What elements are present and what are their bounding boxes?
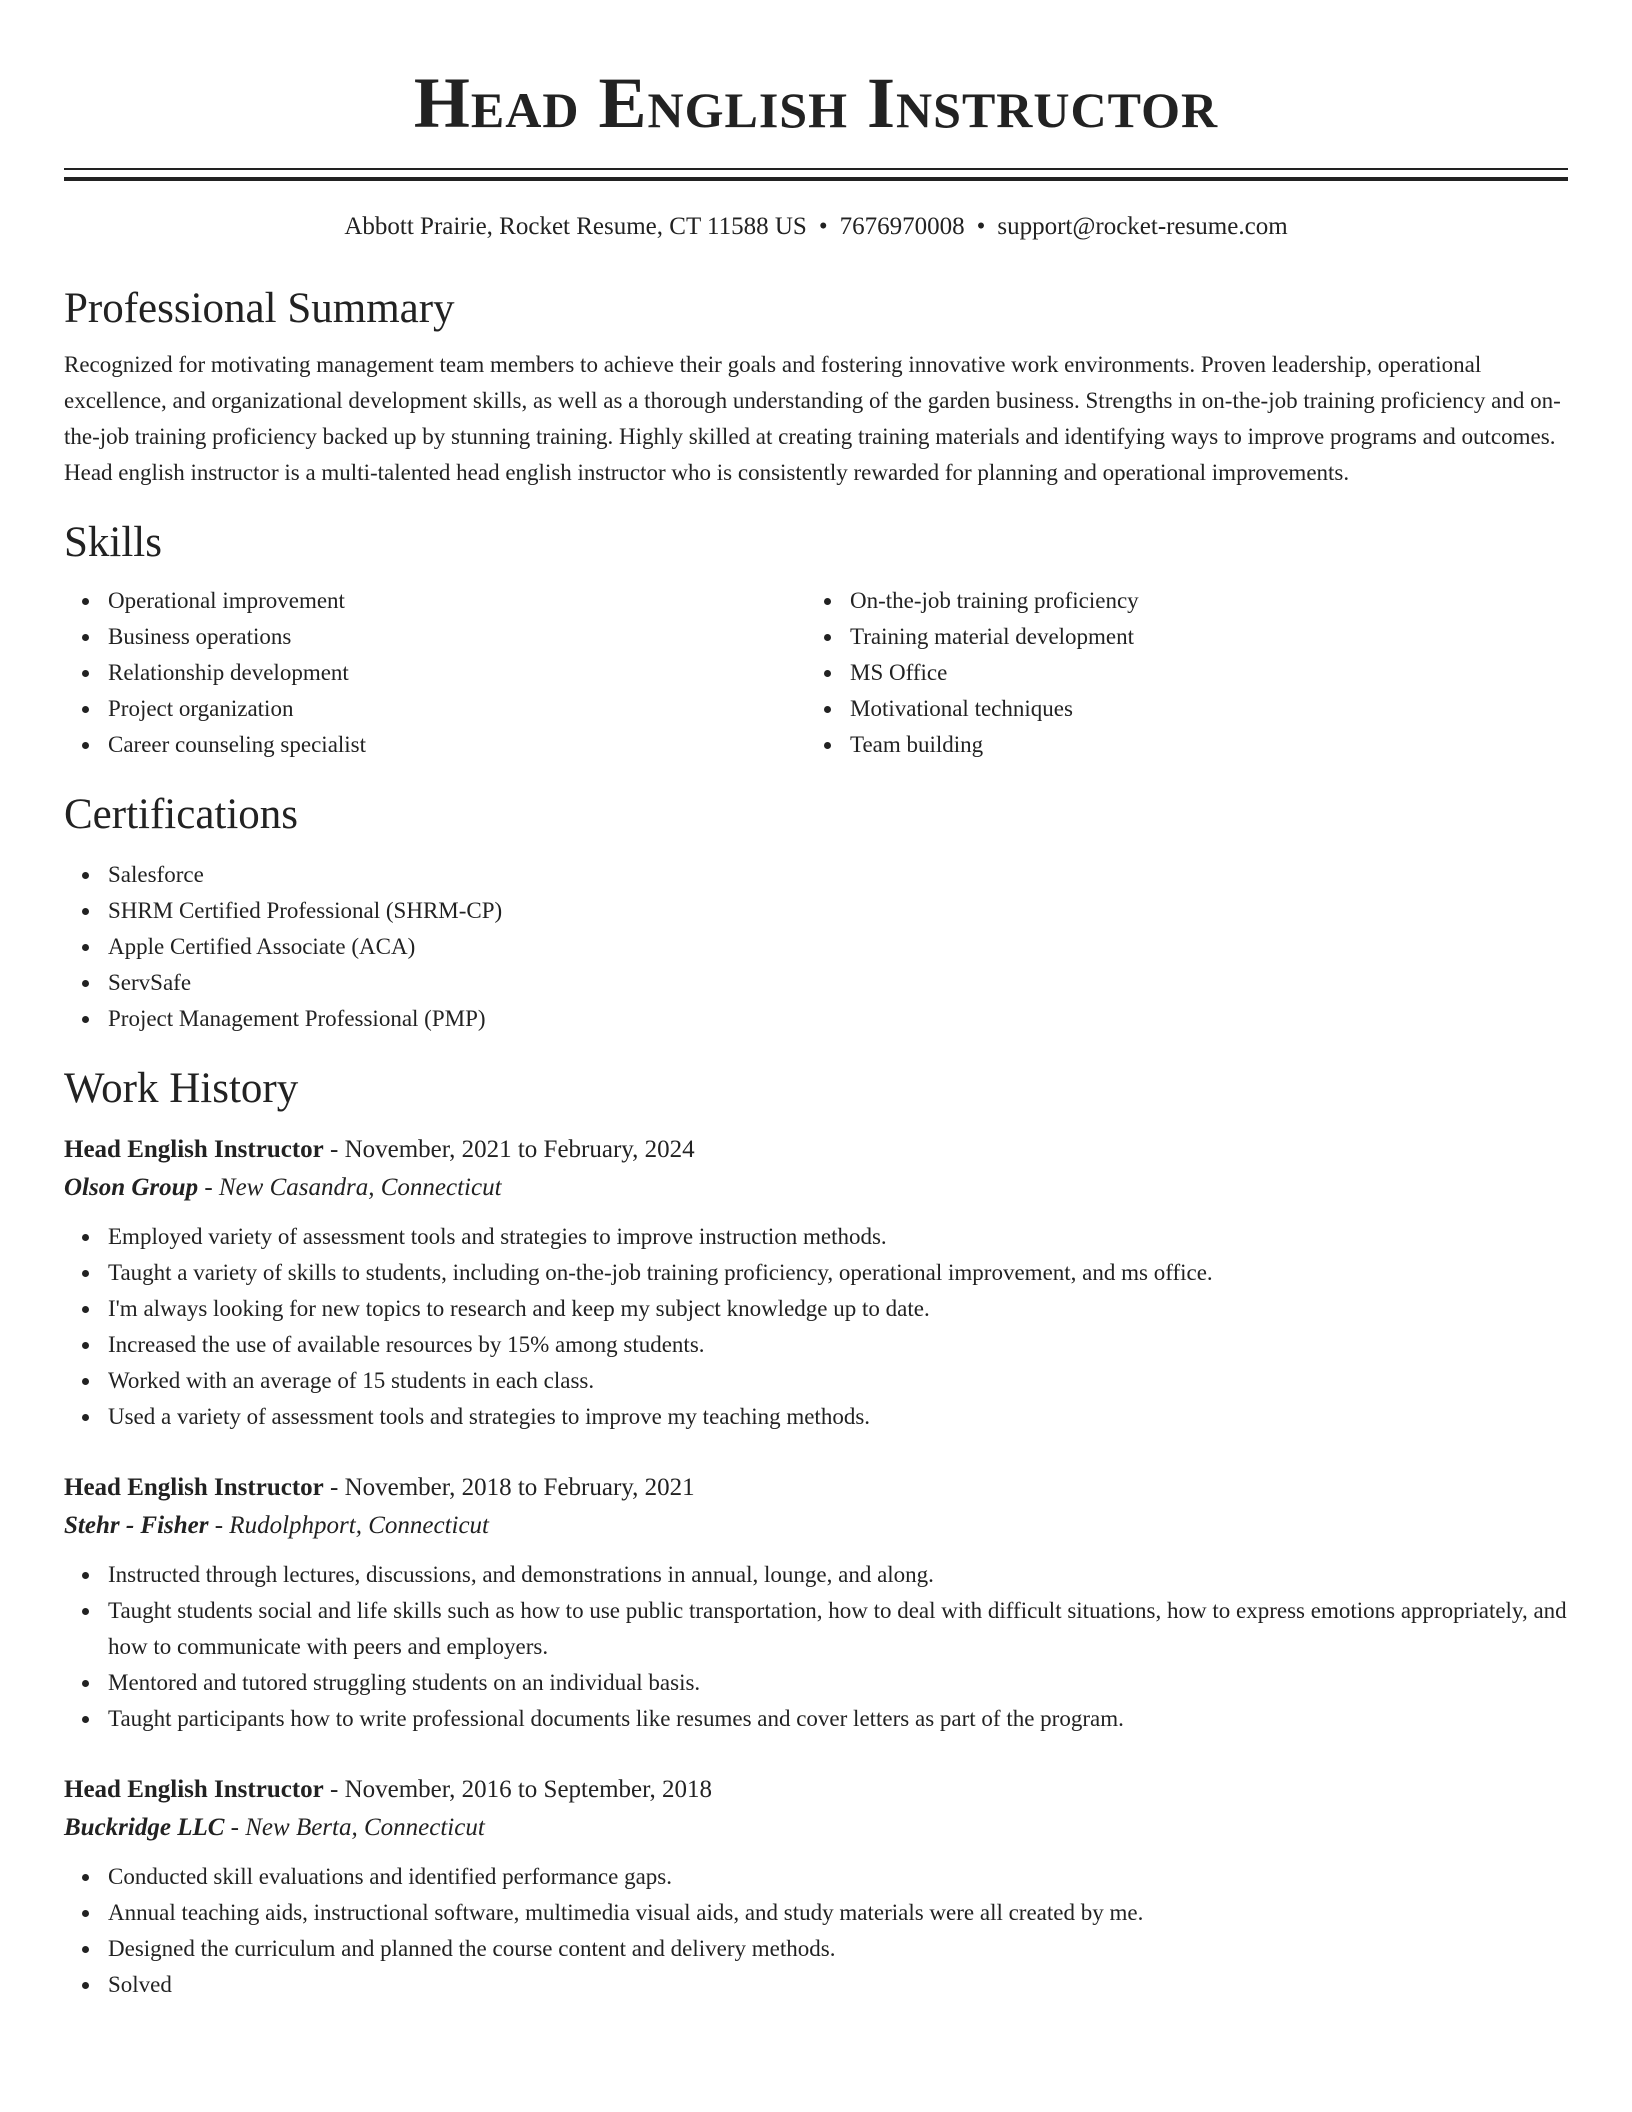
- certification-item: ServSafe: [108, 965, 1568, 1001]
- skills-column-right: [806, 583, 1548, 763]
- skill-item: Relationship development: [108, 655, 806, 691]
- job-bullet: Designed the curriculum and planned the course content and delivery methods.: [108, 1931, 1568, 1967]
- skills-heading: Skills: [64, 519, 162, 566]
- job-bullet: Annual teaching aids, instructional software, multimedia visual aids, and study materials were all created by me.: [108, 1895, 1568, 1931]
- certifications-list: [64, 857, 1568, 1037]
- job-bullet: Taught students social and life skills such as how to use public transportation, how to deal with difficult situations, how to express emotions appropriately, and how to communicate with peers and employers.: [108, 1593, 1568, 1665]
- job-bullet: Taught a variety of skills to students, including on-the-job training proficiency, operational improvement, and ms office.: [108, 1255, 1568, 1291]
- job-bullet: Taught participants how to write professional documents like resumes and cover letters as part of the program.: [108, 1701, 1568, 1737]
- job-dates: - November, 2021 to February, 2024: [323, 1136, 695, 1163]
- certification-item: Salesforce: [108, 857, 1568, 893]
- job-bullet: Instructed through lectures, discussions, and demonstrations in annual, lounge, and along.: [108, 1557, 1568, 1593]
- skill-item: Project organization: [108, 691, 806, 727]
- contact-separator: •: [818, 213, 828, 240]
- job-dates: - November, 2018 to February, 2021: [323, 1474, 695, 1501]
- job-entry: [64, 1771, 1568, 2003]
- job-dates: - November, 2016 to September, 2018: [323, 1776, 712, 1803]
- certification-item: SHRM Certified Professional (SHRM-CP): [108, 893, 1568, 929]
- skill-item: Team building: [850, 727, 1548, 763]
- skill-item: Operational improvement: [108, 583, 806, 619]
- job-entry: [64, 1469, 1568, 1737]
- summary-text: Recognized for motivating management team members to achieve their goals and fostering innovative work environments. Proven leadership, operational excellence, and organizational development skills, as well as a thorough understanding of the garden business. Strengths in on-the-job training proficiency and on-the-job training proficiency backed up by stunning training. Highly skilled at creating training materials and identifying ways to improve programs and outcomes. Head english instructor is a multi-talented head english instructor who is consistently rewarded for planning and operational improvements.: [64, 352, 1561, 485]
- job-company: Stehr - Fisher: [64, 1512, 209, 1539]
- job-location: - Rudolphport, Connecticut: [208, 1512, 490, 1539]
- job-location: - New Berta, Connecticut: [224, 1814, 485, 1841]
- job-title-line: [64, 1131, 1568, 1169]
- job-title-line: [64, 1469, 1568, 1507]
- job-entry: [64, 1131, 1568, 1435]
- job-company-line: [64, 1507, 1568, 1545]
- skill-item: Career counseling specialist: [108, 727, 806, 763]
- job-bullet: Solved: [108, 1967, 1568, 2003]
- skill-item: Training material development: [850, 619, 1548, 655]
- certifications-section: [64, 789, 1568, 1037]
- skills-section: [64, 517, 1568, 763]
- job-title-line: [64, 1771, 1568, 1809]
- summary-section: [64, 283, 1568, 491]
- job-bullet: Conducted skill evaluations and identified performance gaps.: [108, 1859, 1568, 1895]
- job-location: - New Casandra, Connecticut: [198, 1174, 502, 1201]
- skills-list-left: [64, 583, 806, 763]
- job-bullet: I'm always looking for new topics to research and keep my subject knowledge up to date.: [108, 1291, 1568, 1327]
- certifications-heading: Certifications: [64, 791, 299, 838]
- contact-address: Abbott Prairie, Rocket Resume, CT 11588 US: [344, 213, 807, 240]
- job-bullet: Increased the use of available resources by 15% among students.: [108, 1327, 1568, 1363]
- resume-name: Head English Instructor: [413, 63, 1219, 143]
- skill-item: Motivational techniques: [850, 691, 1548, 727]
- job-bullets: [64, 1219, 1568, 1435]
- certification-item: Project Management Professional (PMP): [108, 1001, 1568, 1037]
- job-bullet: Mentored and tutored struggling students on an individual basis.: [108, 1665, 1568, 1701]
- certification-item: Apple Certified Associate (ACA): [108, 929, 1568, 965]
- contact-phone: 7676970008: [839, 213, 965, 240]
- contact-line: [64, 211, 1568, 243]
- job-company: Buckridge LLC: [64, 1814, 225, 1841]
- job-title: Head English Instructor: [64, 1776, 324, 1803]
- job-company: Olson Group: [64, 1174, 199, 1201]
- job-company-line: [64, 1809, 1568, 1847]
- summary-heading: Professional Summary: [64, 285, 455, 332]
- job-title: Head English Instructor: [64, 1136, 324, 1163]
- work-history-heading: Work History: [64, 1065, 299, 1112]
- job-title: Head English Instructor: [64, 1474, 324, 1501]
- job-bullet: Used a variety of assessment tools and strategies to improve my teaching methods.: [108, 1399, 1568, 1435]
- job-bullets: [64, 1859, 1568, 2003]
- job-bullet: Employed variety of assessment tools and strategies to improve instruction methods.: [108, 1219, 1568, 1255]
- skills-list-right: [806, 583, 1548, 763]
- job-bullets: [64, 1557, 1568, 1737]
- job-company-line: [64, 1169, 1568, 1207]
- skill-item: MS Office: [850, 655, 1548, 691]
- skills-column-left: [64, 583, 806, 763]
- skill-item: Business operations: [108, 619, 806, 655]
- skill-item: On-the-job training proficiency: [850, 583, 1548, 619]
- skills-grid: [64, 583, 1568, 763]
- work-history-section: [64, 1063, 1568, 2003]
- header-divider: [64, 168, 1568, 181]
- contact-email: support@rocket-resume.com: [997, 213, 1288, 240]
- job-bullet: Worked with an average of 15 students in each class.: [108, 1363, 1568, 1399]
- contact-separator: •: [976, 213, 986, 240]
